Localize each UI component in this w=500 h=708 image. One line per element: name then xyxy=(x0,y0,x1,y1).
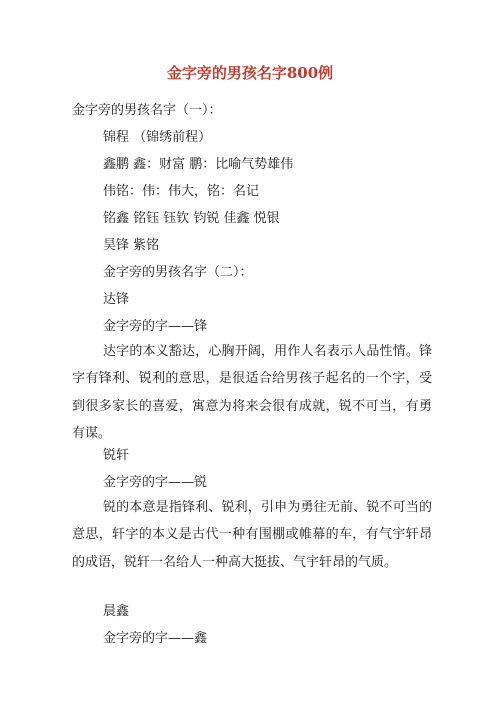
section-heading-1: 金字旁的男孩名字（一）： xyxy=(72,103,222,118)
radical-heading-xin: 金字旁的字——鑫 xyxy=(103,631,208,646)
paragraph-dafeng: 达字的本义豁达，心胸开阔，用作人名表示人品性情。锋字有锋利、锐利的意思，是很适合给男孩子起名的一个字，受到很多家长的喜爱，寓意为将来会很有成就，锐不可当，有勇有谋。 xyxy=(72,344,432,442)
name-entry-jincheng: 锦程 （锦绣前程） xyxy=(103,130,212,145)
name-entry-dafeng: 达锋 xyxy=(103,292,130,307)
name-list-2: 昊锋 紫铭 xyxy=(103,238,160,253)
name-list-1: 铭鑫 铭钰 钰钦 钧锐 佳鑫 悦银 xyxy=(103,211,280,226)
radical-heading-rui: 金字旁的字——锐 xyxy=(103,475,208,490)
document-title: 金字旁的男孩名字800例 xyxy=(166,64,334,82)
paragraph-ruixuan: 锐的本意是指锋利、锐利，引申为勇往无前、锐不可当的意思，轩字的本义是古代一种有围棚或帷幕的车，有气宇轩昂的成语，锐轩一名给人一种高大挺拔、气宇轩昂的气质。 xyxy=(72,500,432,570)
radical-heading-feng: 金字旁的字——锋 xyxy=(103,319,208,334)
name-entry-ruixuan: 锐轩 xyxy=(103,448,130,463)
name-entry-xinpeng: 鑫鹏 鑫：财富 鹏：比喻气势雄伟 xyxy=(103,157,294,172)
section-heading-2: 金字旁的男孩名字（二）： xyxy=(103,265,253,280)
name-entry-weiming: 伟铭：伟：伟大，铭：名记 xyxy=(103,184,260,199)
name-entry-chenxin: 晨鑫 xyxy=(103,604,130,619)
